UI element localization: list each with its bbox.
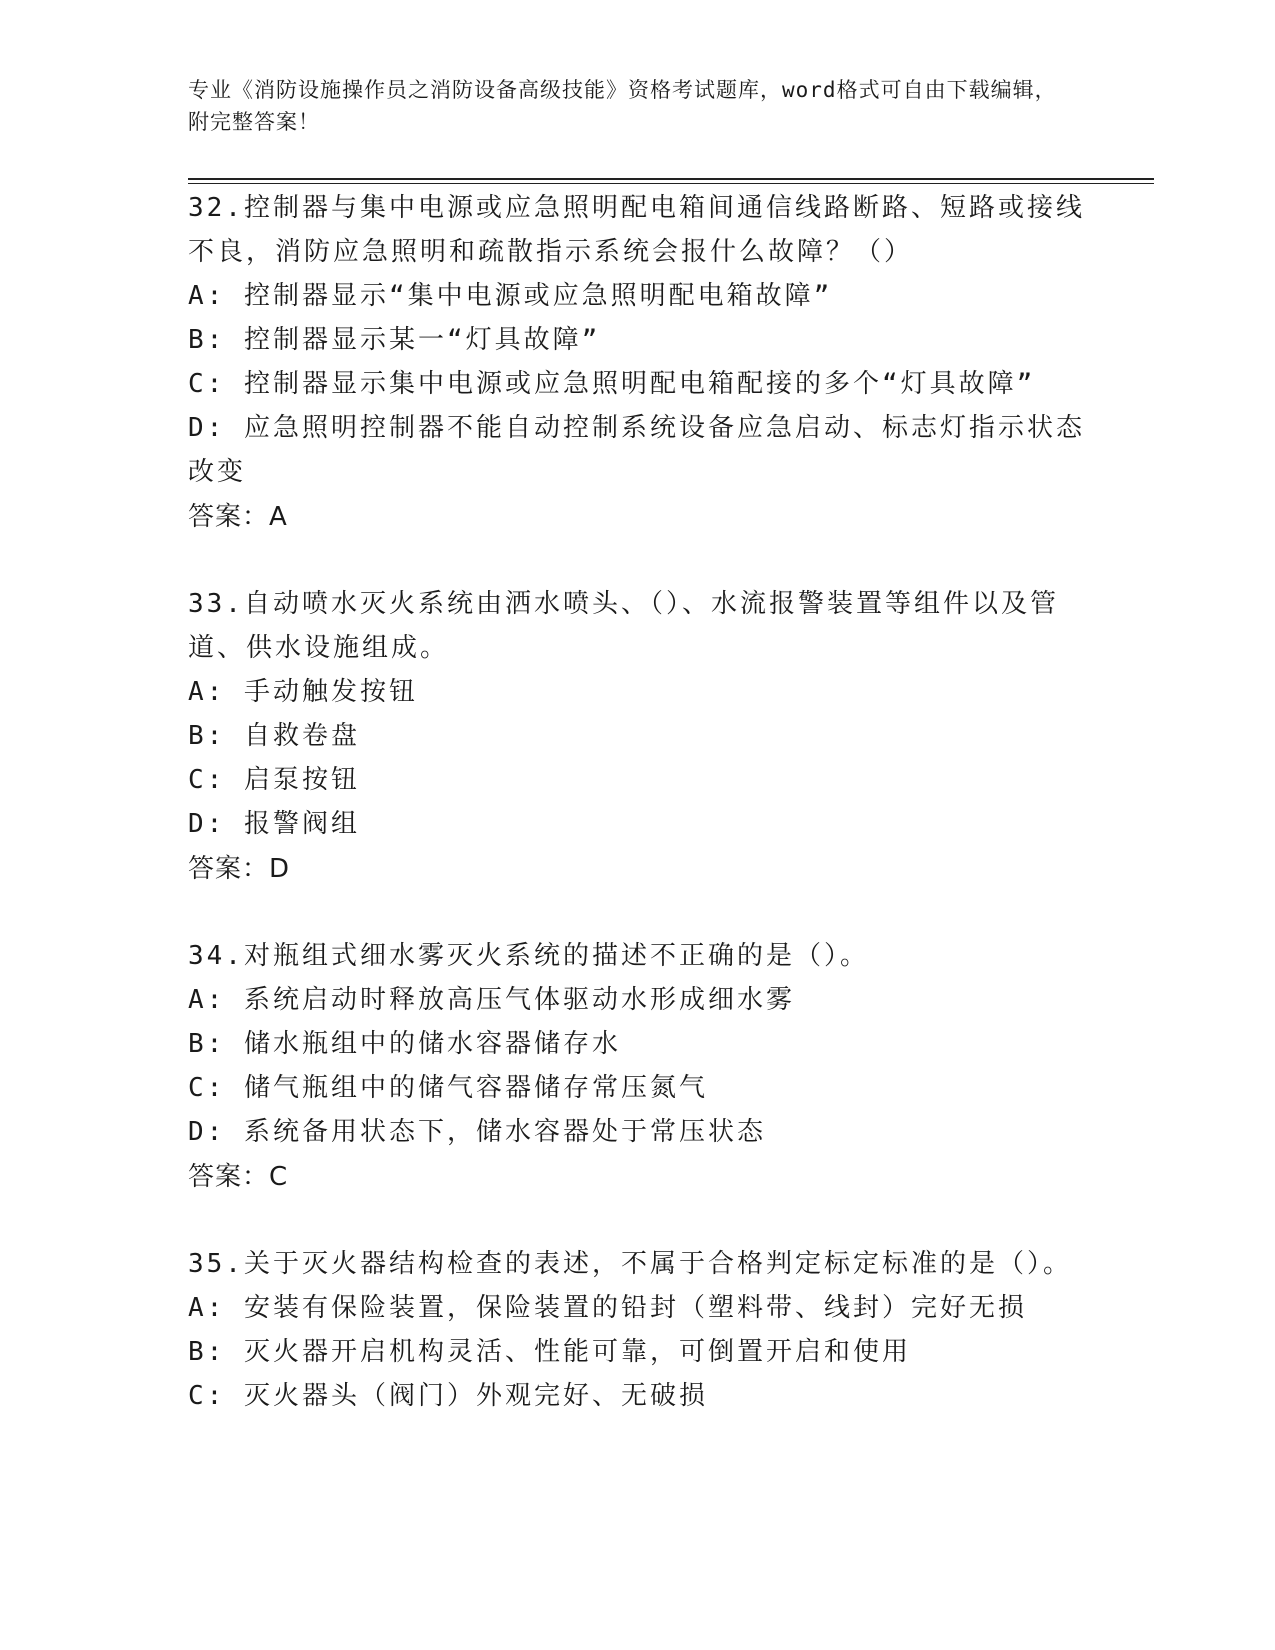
answer-label: 答案：D xyxy=(188,854,291,884)
option-b: B: 自救卷盘 xyxy=(188,721,360,751)
answer-label: 答案：C xyxy=(188,1162,289,1192)
header-divider xyxy=(188,178,1154,180)
question-list xyxy=(188,186,1088,1460)
option-c: C: 灭火器头（阀门）外观完好、无破损 xyxy=(188,1381,708,1411)
option-c: C: 控制器显示集中电源或应急照明配电箱配接的多个“灯具故障” xyxy=(188,369,1036,399)
option-d: D: 报警阀组 xyxy=(188,809,360,839)
option-a: A: 手动触发按钮 xyxy=(188,677,418,707)
question-stem: 35.关于灭火器结构检查的表述，不属于合格判定标定标准的是（）。 xyxy=(188,1249,1072,1279)
question-33 xyxy=(188,582,1088,892)
option-a: A: 系统启动时释放高压气体驱动水形成细水雾 xyxy=(188,985,795,1015)
question-32 xyxy=(188,186,1088,540)
question-35 xyxy=(188,1242,1088,1418)
question-stem: 33.自动喷水灭火系统由洒水喷头、（）、水流报警装置等组件以及管道、供水设施组成。 xyxy=(188,589,1059,663)
option-b: B: 灭火器开启机构灵活、性能可靠，可倒置开启和使用 xyxy=(188,1337,911,1367)
option-c: C: 储气瓶组中的储气容器储存常压氮气 xyxy=(188,1073,708,1103)
document-header: 专业《消防设施操作员之消防设备高级技能》资格考试题库，word格式可自由下载编辑，附完整答案！ xyxy=(188,78,1057,134)
option-c: C: 启泵按钮 xyxy=(188,765,360,795)
question-stem: 32.控制器与集中电源或应急照明配电箱间通信线路断路、短路或接线不良，消防应急照明和疏散指示系统会报什么故障？（） xyxy=(188,193,1085,267)
option-b: B: 控制器显示某一“灯具故障” xyxy=(188,325,601,355)
header-divider-thin xyxy=(188,183,1154,184)
question-stem: 34.对瓶组式细水雾灭火系统的描述不正确的是（）。 xyxy=(188,941,869,971)
option-d: D: 系统备用状态下，储水容器处于常压状态 xyxy=(188,1117,766,1147)
option-a: A: 控制器显示“集中电源或应急照明配电箱故障” xyxy=(188,281,833,311)
option-a: A: 安装有保险装置，保险装置的铅封（塑料带、线封）完好无损 xyxy=(188,1293,1027,1323)
option-d: D: 应急照明控制器不能自动控制系统设备应急启动、标志灯指示状态改变 xyxy=(188,413,1085,487)
answer-label: 答案：A xyxy=(188,502,288,532)
question-34 xyxy=(188,934,1088,1200)
option-b: B: 储水瓶组中的储水容器储存水 xyxy=(188,1029,621,1059)
